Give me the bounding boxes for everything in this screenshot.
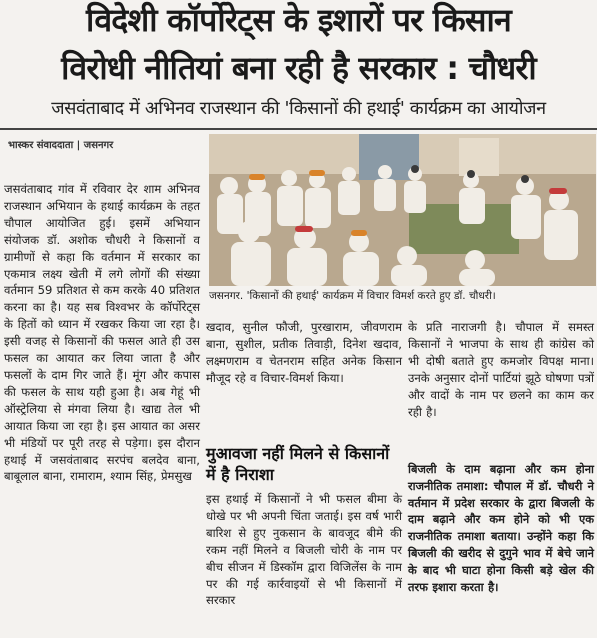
section-subhead: मुआवजा नहीं मिलने से किसानों में है निराशा <box>206 444 390 484</box>
subheadline: जसवंताबाद में अभिनव राजस्थान की 'किसानों की हथाई' कार्यक्रम का आयोजन <box>51 98 546 119</box>
news-photo <box>209 134 596 286</box>
photo-caption: जसनगर. 'किसानों की हथाई' कार्यक्रम में विचार विमर्श करते हुए डॉ. चौधरी। <box>209 290 496 302</box>
byline: भास्कर संवाददाता | जसनगर <box>8 140 114 151</box>
article-column-2-top: खदाव, सुनील फौजी, पुरखाराम, जीवणराम बाना, सुशील, प्रतीक तिवाड़ी, दिनेश खदाव, लक्ष्मणराम व चेतनराम सहित अनेक किसान मौजूद रहे व विचार-विमर्श किया। <box>206 320 402 385</box>
headline-line-1: विदेशी कॉर्पोरेट्स के इशारों पर किसान <box>86 1 511 39</box>
headline-divider <box>0 128 597 130</box>
article-column-3-top: के प्रति नाराजगी है। चौपाल में समस्त किसानों ने भाजपा के साथ ही कांग्रेस को भी दोषी बताते हुए कमजोर विपक्ष माना। उनके अनुसार दोनों पार्टियां झूठे घोषणा पत्रों और वादों के नाम पर छलने का काम कर रही है। <box>408 320 594 419</box>
article-column-3-bottom: बिजली के दाम बढ़ाना और कम होना राजनीतिक तमाशा: चौपाल में डॉ. चौधरी ने वर्तमान में प्रदेश सरकार के द्वारा बिजली के दाम बढ़ाने और कम होने को भी एक राजनीतिक तमाशा बताया। उन्होंने कहा कि बिजली की खरीद से दुगुने भाव में बेचे जाने के बाद भी घाटा होना किसी बड़े खेल की तरफ इशारा करता है। <box>408 462 594 594</box>
meeting-photo-illustration <box>209 134 596 286</box>
article-column-1: जसवंताबाद गांव में रविवार देर शाम अभिनव राजस्थान अभियान के हथाई कार्यक्रम के तहत चौपाल आयोजित हुई। इसमें अभियान संयोजक डॉ. अशोक चौधरी ने किसानों व ग्रामीणों से कहा कि वर्तमान में सरकार का एकमात्र लक्ष्य खेती में लगे लोगों की संख्या वर्तमान 59 प्रतिशत से कम करके 40 प्रतिशत करना का है। यह सब विश्वभर के कॉर्पोरेट्स के हितों को ध्यान में रखकर किया जा रहा है। इसी वजह से किसानों की फसल आते ही उस फसल का आयात कर लिया जाता है और फसलों के दाम गिर जाते हैं। मूंग और कपास की फसल के साथ यही हुआ है। अब गेहूं भी ऑस्ट्रेलिया से मंगवा लिया है। खाद्य तेल भी आयात किया जा रहा है। इस आयात का असर भी मंडियों पर पूरी तरह से पड़ेगा। इस दौरान हथाई में जसवंताबाद सरपंच बलदेव बाना, बाबूलाल बाना, रामाराम, श्याम सिंह, प्रेमसुख <box>4 182 200 484</box>
article-column-2-bottom: इस हथाई में किसानों ने भी फसल बीमा के धोखे पर भी अपनी चिंता जताई। इस वर्ष भारी बारिश से हुए नुकसान के बावजूद बीमे की रकम नहीं मिलने व बिजली चोरी के नाम पर बीच सीजन में डिस्कॉम द्वारा विजिलेंस के नाम पर की गई कार्रवाइयों से भी किसानों में सरकार <box>206 492 402 608</box>
headline-line-2: विरोधी नीतियां बना रही है सरकार : चौधरी <box>61 49 536 87</box>
